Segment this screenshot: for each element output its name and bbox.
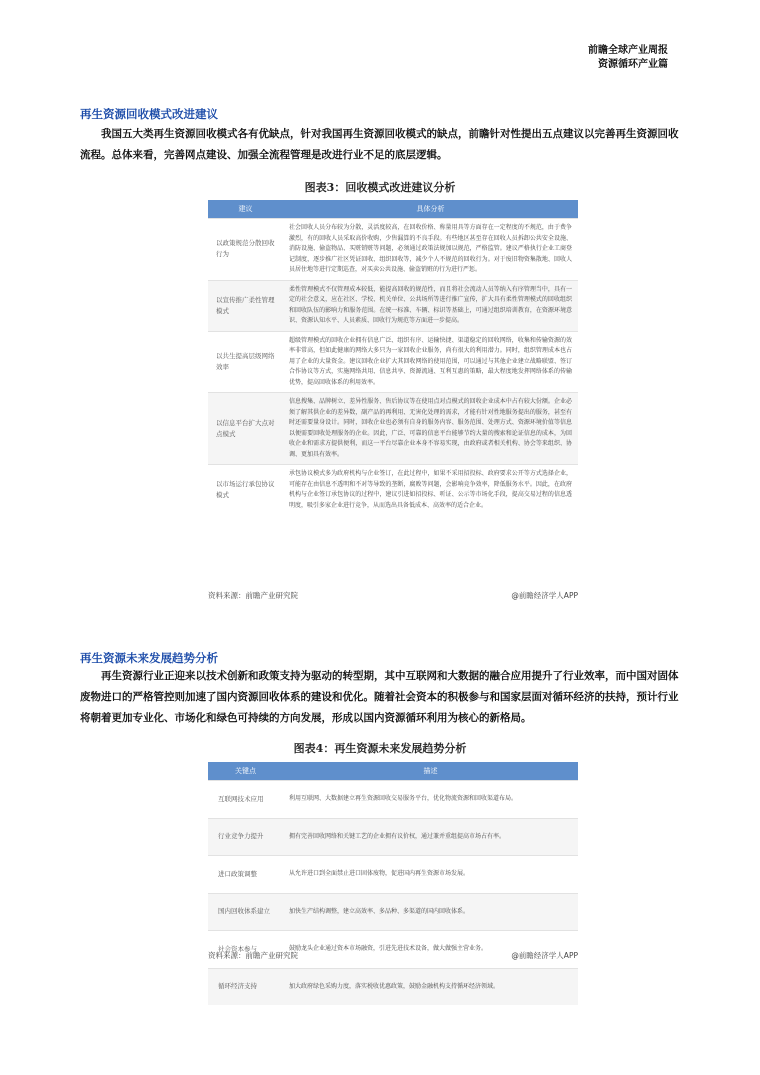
description-cell: 加大政府绿色采购力度，落实税收优惠政策，鼓励金融机构支持循环经济领域。 (283, 968, 578, 1005)
analysis-cell: 超级管理模式的回收企业拥有信息广泛、组织有序、运输快捷、渠道稳定的回收网络，收集和传输资源的效率非常高，但如此健康的网络大多只为一家回收企业服务，尚有很大的利用潜力。同时，组织管理成本也占用了企业的大量资金。建议回收企业扩大其回收网络的使用范围，可以通过与其他企业建立战略联盟、签订合作协议等方式，实施网络共用、信息共享、资源流通、互利互惠的策略，最大程度地发挥网络体系的传输优势，提高回收体系的利用效率。 (283, 331, 578, 393)
key-point-cell: 循环经济支持 (208, 968, 283, 1005)
key-point-cell: 行业竞争力提升 (208, 818, 283, 856)
source-label: 资料来源：前瞻产业研究院 (208, 591, 298, 600)
table-header-cell: 具体分析 (283, 200, 578, 219)
table-row (208, 465, 578, 516)
table-row (208, 280, 578, 331)
figure-3-source (208, 590, 578, 601)
description-cell: 拥有完善回收网络和关键工艺的企业拥有议价权，通过兼并重组提高市场占有率。 (283, 818, 578, 856)
analysis-cell: 社会回收人员分布较为分散，灵活度较高，在回收价格、称量用具等方面存在一定程度的不规范，由于费争激烈，有的回收人员采取高价收购，少售漏算的不良手段。有些地区甚至存在回收人员拆卸公共安全设施、消防设施、偷盗物品、买赃销赃等问题，必须通过政策法规加以规范，严格监管。建议严格执行企业工商登记制度，逐步推广社区凭证回收、组织回收等，减少个人不规范的回收行为。对于废旧物资集散地、回收人员居住地等进行定期巡查，对买卖公共设施、偷盗销赃的行为进行严惩。 (283, 219, 578, 281)
section-title-recycling-suggestions: 再生资源回收模式改进建议 (80, 107, 218, 121)
description-cell: 从允许进口到全面禁止进口固体废物，促进国内再生资源市场发展。 (283, 856, 578, 894)
section-paragraph-recycling-suggestions: 我国五大类再生资源回收模式各有优缺点，针对我国再生资源回收模式的缺点，前瞻针对性提出五点建议以完善再生资源回收流程。总体来看，完善网点建设、加强全流程管理是改进行业不足的底层逻辑。 (80, 128, 679, 161)
suggestion-cell: 以宣传推广柔性管理模式 (208, 280, 283, 331)
table-header-row (208, 200, 578, 219)
table-row (208, 393, 578, 465)
key-point-cell: 互联网技术应用 (208, 781, 283, 819)
figure-3-title: 图表3：回收模式改进建议分析 (304, 181, 456, 194)
table-row (208, 968, 578, 1005)
source-watermark: @前瞻经济学人APP (511, 591, 578, 600)
table-header-row (208, 762, 578, 781)
key-point-cell: 国内回收体系建立 (208, 893, 283, 931)
section-title-future-trends: 再生资源未来发展趋势分析 (80, 651, 218, 665)
analysis-cell: 柔性管理模式不仅管理成本较低，能提高回收的规范性，而且将社会流动人员等纳入有序管理当中，具有一定的社会意义，应在社区、学校、机关单位、公共场所等进行推广宣传，扩大具有柔性管理模式的回收组织和回收队伍的影响力和服务范围。在统一标准、车辆、标识等基础上，可通过组织培训教育，在资源环境意识、资源认知水平、人员素质、回收行为规范等方面进一步提高。 (283, 280, 578, 331)
analysis-cell: 承包协议模式多为政府机构与企业签订，在此过程中，如果不采用招投标、政府要求公开等方式选择企业，可能存在由信息不透明和不对等导致的垄断，腐败等问题，会影响竞争效率，降低服务水平。因此，在政府机构与企业签订承包协议的过程中，建议引进如招投标、听证、公示等市场化手段，提高交易过程的信息透明度，吸引多家企业进行竞争，从而选出具备低成本、高效率的适合企业。 (283, 465, 578, 516)
table-row (208, 219, 578, 281)
figure-3-table (208, 200, 578, 515)
table-row (208, 781, 578, 819)
table-row (208, 818, 578, 856)
page-header (588, 44, 668, 72)
source-label: 资料来源：前瞻产业研究院 (208, 951, 298, 960)
description-cell: 鼓励龙头企业通过资本市场融资，引进先进技术设备，做大做强主营业务。 (283, 931, 578, 969)
figure-4-source (208, 950, 578, 961)
header-report-title: 前瞻全球产业周报 (588, 45, 668, 56)
suggestion-cell: 以共生提高层级网络效率 (208, 331, 283, 393)
table-row (208, 331, 578, 393)
table-header-cell: 建议 (208, 200, 283, 219)
table-row (208, 856, 578, 894)
table-row (208, 893, 578, 931)
key-point-cell: 社会资本参与 (208, 931, 283, 969)
figure-4-title: 图表4：再生资源未来发展趋势分析 (293, 742, 467, 755)
suggestion-cell: 以信息平台扩大点对点模式 (208, 393, 283, 465)
key-point-cell: 进口政策调整 (208, 856, 283, 894)
description-cell: 加快生产结构调整，建立高效率、多品种、多渠道的国内回收体系。 (283, 893, 578, 931)
suggestion-cell: 以市场运行承包协议模式 (208, 465, 283, 516)
description-cell: 利用互联网、大数据建立再生资源回收交易服务平台，优化物流资源和回收渠道布局。 (283, 781, 578, 819)
suggestion-cell: 以政策规范分散回收行为 (208, 219, 283, 281)
figure-4-table (208, 762, 578, 1005)
source-watermark: @前瞻经济学人APP (511, 951, 578, 960)
table-header-cell: 关键点 (208, 762, 283, 781)
analysis-cell: 信息搜集、品牌树立、差异性服务、售后协议等在使用点对点模式的回收企业成本中占有较大份额。企业必须了解其供企业的差异数，副产品的再利用、无害化处理的需求，才能有针对性地服务提出的服务，甚至有时还需要量身设计。同时，回收企业也必须有自身的服务内容、服务范围、处理方式、资源环境价值等信息以便需要回收处理服务的企业。因此，广泛、可靠的信息平台能够节约大量的搜索和论证信息的成本，为回收企业和需求方提供便利，而这一平台尽靠企业本身不容易实现，由政府或者相关机构、协会等来组织、协调、更加具有效率。 (283, 393, 578, 465)
header-section-name: 资源循环产业篇 (598, 59, 668, 70)
section-paragraph-future-trends: 再生资源行业正迎来以技术创新和政策支持为驱动的转型期，其中互联网和大数据的融合应用提升了行业效率，而中国对固体废物进口的严格管控则加速了国内资源回收体系的建设和优化。随着社会资本的积极参与和国家层面对循环经济的扶持，预计行业将朝着更加专业化、市场化和绿色可持续的方向发展，形成以国内资源循环利用为核心的新格局。 (80, 670, 679, 724)
table-header-cell: 描述 (283, 762, 578, 781)
